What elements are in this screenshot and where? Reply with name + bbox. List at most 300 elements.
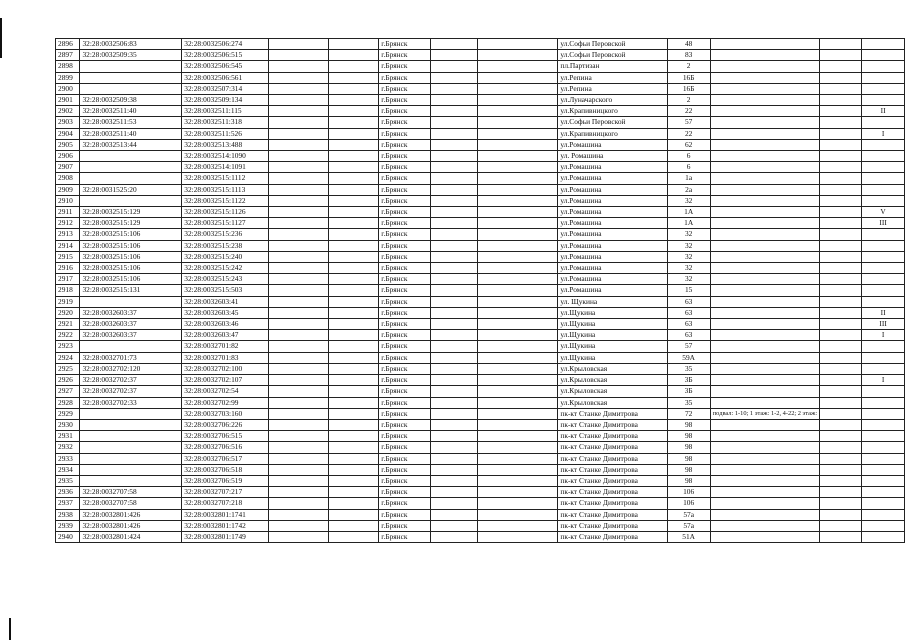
empty-cell: [431, 408, 478, 419]
empty-cell: [329, 442, 379, 453]
empty-cell: [820, 285, 862, 296]
empty-cell: [820, 419, 862, 430]
empty-cell: [478, 419, 558, 430]
table-row: [56, 386, 905, 397]
empty-cell: [431, 139, 478, 150]
land-cadastral-number-cell: [80, 173, 182, 184]
empty-cell: [820, 341, 862, 352]
empty-cell: [269, 431, 329, 442]
row-number-cell: 2909: [56, 184, 80, 195]
city-cell: г.Брянск: [379, 285, 431, 296]
premises-note-cell: подвал: 1-10; 1 этаж: 1-2, 4-22; 2 этаж:: [710, 408, 819, 419]
empty-cell: [329, 296, 379, 307]
empty-cell: [269, 509, 329, 520]
city-cell: г.Брянск: [379, 498, 431, 509]
premises-note-cell: [710, 72, 819, 83]
house-number-cell: 6: [667, 151, 710, 162]
house-number-cell: 72: [667, 408, 710, 419]
street-cell: ул.Щукина: [558, 352, 667, 363]
premises-note-cell: [710, 520, 819, 531]
land-cadastral-number-cell: 32:28:0032702:33: [80, 397, 182, 408]
empty-cell: [431, 195, 478, 206]
empty-cell: [269, 83, 329, 94]
empty-cell: [269, 330, 329, 341]
registry-table-body: [56, 39, 905, 543]
house-number-cell: 63: [667, 307, 710, 318]
premises-note-cell: [710, 319, 819, 330]
row-number-cell: 2933: [56, 453, 80, 464]
land-cadastral-number-cell: [80, 431, 182, 442]
table-row: [56, 39, 905, 50]
premises-note-cell: [710, 240, 819, 251]
house-number-cell: 6: [667, 162, 710, 173]
city-cell: г.Брянск: [379, 61, 431, 72]
row-number-cell: 2932: [56, 442, 80, 453]
empty-cell: [478, 263, 558, 274]
object-cadastral-number-cell: 32:28:0032603:47: [182, 330, 269, 341]
empty-cell: [431, 263, 478, 274]
row-number-cell: 2931: [56, 431, 80, 442]
empty-cell: [269, 162, 329, 173]
land-cadastral-number-cell: 32:28:0032707:58: [80, 487, 182, 498]
street-cell: ул.Крапивницкого: [558, 128, 667, 139]
street-cell: пк-кт Станке Димитрова: [558, 419, 667, 430]
empty-cell: [478, 319, 558, 330]
house-number-cell: 1А: [667, 218, 710, 229]
object-cadastral-number-cell: 32:28:0032603:45: [182, 307, 269, 318]
premises-note-cell: [710, 162, 819, 173]
land-cadastral-number-cell: 32:28:0032603:37: [80, 330, 182, 341]
section-numeral-cell: [862, 520, 905, 531]
land-cadastral-number-cell: [80, 195, 182, 206]
empty-cell: [820, 240, 862, 251]
house-number-cell: 1а: [667, 173, 710, 184]
city-cell: г.Брянск: [379, 330, 431, 341]
object-cadastral-number-cell: 32:28:0032511:318: [182, 117, 269, 128]
city-cell: г.Брянск: [379, 453, 431, 464]
city-cell: г.Брянск: [379, 162, 431, 173]
empty-cell: [478, 442, 558, 453]
street-cell: пк-кт Станке Димитрова: [558, 431, 667, 442]
empty-cell: [478, 352, 558, 363]
empty-cell: [820, 363, 862, 374]
empty-cell: [329, 229, 379, 240]
city-cell: г.Брянск: [379, 106, 431, 117]
city-cell: г.Брянск: [379, 229, 431, 240]
premises-note-cell: [710, 207, 819, 218]
empty-cell: [329, 352, 379, 363]
city-cell: г.Брянск: [379, 386, 431, 397]
empty-cell: [478, 229, 558, 240]
premises-note-cell: [710, 442, 819, 453]
empty-cell: [431, 285, 478, 296]
table-row: [56, 72, 905, 83]
empty-cell: [431, 397, 478, 408]
empty-cell: [329, 319, 379, 330]
empty-cell: [269, 419, 329, 430]
row-number-cell: 2922: [56, 330, 80, 341]
empty-cell: [478, 408, 558, 419]
street-cell: пк-кт Станке Димитрова: [558, 453, 667, 464]
table-row: [56, 229, 905, 240]
object-cadastral-number-cell: 32:28:0032515:1126: [182, 207, 269, 218]
table-row: [56, 408, 905, 419]
empty-cell: [269, 117, 329, 128]
street-cell: ул.Ромашина: [558, 240, 667, 251]
premises-note-cell: [710, 464, 819, 475]
row-number-cell: 2934: [56, 464, 80, 475]
premises-note-cell: [710, 363, 819, 374]
table-row: [56, 520, 905, 531]
empty-cell: [820, 397, 862, 408]
empty-cell: [269, 139, 329, 150]
street-cell: ул.Ромашина: [558, 229, 667, 240]
street-cell: пк-кт Станке Димитрова: [558, 475, 667, 486]
row-number-cell: 2908: [56, 173, 80, 184]
city-cell: г.Брянск: [379, 240, 431, 251]
empty-cell: [329, 363, 379, 374]
street-cell: ул.Ромашина: [558, 184, 667, 195]
empty-cell: [820, 319, 862, 330]
empty-cell: [329, 509, 379, 520]
table-row: [56, 173, 905, 184]
section-numeral-cell: [862, 509, 905, 520]
empty-cell: [431, 442, 478, 453]
object-cadastral-number-cell: 32:28:0032706:518: [182, 464, 269, 475]
empty-cell: [820, 307, 862, 318]
row-number-cell: 2928: [56, 397, 80, 408]
empty-cell: [820, 251, 862, 262]
empty-cell: [431, 274, 478, 285]
section-numeral-cell: [862, 151, 905, 162]
land-cadastral-number-cell: 32:28:0032603:37: [80, 319, 182, 330]
empty-cell: [269, 195, 329, 206]
empty-cell: [820, 408, 862, 419]
land-cadastral-number-cell: 32:28:0032511:53: [80, 117, 182, 128]
object-cadastral-number-cell: 32:28:0032706:519: [182, 475, 269, 486]
street-cell: ул.Ромашина: [558, 218, 667, 229]
empty-cell: [431, 330, 478, 341]
table-row: [56, 453, 905, 464]
section-numeral-cell: III: [862, 319, 905, 330]
street-cell: ул.Софьи Перовской: [558, 50, 667, 61]
empty-cell: [269, 397, 329, 408]
empty-cell: [820, 352, 862, 363]
table-row: [56, 195, 905, 206]
table-row: [56, 50, 905, 61]
city-cell: г.Брянск: [379, 431, 431, 442]
empty-cell: [329, 263, 379, 274]
row-number-cell: 2937: [56, 498, 80, 509]
row-number-cell: 2915: [56, 251, 80, 262]
city-cell: г.Брянск: [379, 464, 431, 475]
empty-cell: [478, 83, 558, 94]
street-cell: пк-кт Станке Димитрова: [558, 408, 667, 419]
row-number-cell: 2918: [56, 285, 80, 296]
house-number-cell: 1А: [667, 207, 710, 218]
empty-cell: [329, 162, 379, 173]
section-numeral-cell: [862, 61, 905, 72]
city-cell: г.Брянск: [379, 128, 431, 139]
empty-cell: [431, 184, 478, 195]
empty-cell: [478, 61, 558, 72]
empty-cell: [478, 218, 558, 229]
empty-cell: [478, 375, 558, 386]
empty-cell: [478, 509, 558, 520]
section-numeral-cell: [862, 352, 905, 363]
table-row: [56, 330, 905, 341]
street-cell: ул.Щукина: [558, 341, 667, 352]
premises-note-cell: [710, 431, 819, 442]
empty-cell: [820, 117, 862, 128]
street-cell: пк-кт Станке Димитрова: [558, 509, 667, 520]
city-cell: г.Брянск: [379, 419, 431, 430]
empty-cell: [478, 431, 558, 442]
premises-note-cell: [710, 487, 819, 498]
street-cell: ул.Крыловская: [558, 397, 667, 408]
empty-cell: [431, 520, 478, 531]
land-cadastral-number-cell: 32:28:0032515:106: [80, 251, 182, 262]
empty-cell: [478, 173, 558, 184]
empty-cell: [269, 251, 329, 262]
land-cadastral-number-cell: 32:28:0032515:106: [80, 240, 182, 251]
empty-cell: [431, 240, 478, 251]
object-cadastral-number-cell: 32:28:0032603:46: [182, 319, 269, 330]
row-number-cell: 2939: [56, 520, 80, 531]
object-cadastral-number-cell: 32:28:0032706:517: [182, 453, 269, 464]
street-cell: ул.Ромашина: [558, 173, 667, 184]
street-cell: ул.Софьи Перовской: [558, 39, 667, 50]
object-cadastral-number-cell: 32:28:0032701:82: [182, 341, 269, 352]
object-cadastral-number-cell: 32:28:0032515:1127: [182, 218, 269, 229]
street-cell: ул.Ромашина: [558, 162, 667, 173]
section-numeral-cell: [862, 386, 905, 397]
section-numeral-cell: [862, 162, 905, 173]
section-numeral-cell: [862, 498, 905, 509]
land-cadastral-number-cell: 32:28:0032511:40: [80, 128, 182, 139]
row-number-cell: 2930: [56, 419, 80, 430]
empty-cell: [269, 285, 329, 296]
empty-cell: [820, 207, 862, 218]
empty-cell: [269, 218, 329, 229]
row-number-cell: 2916: [56, 263, 80, 274]
house-number-cell: 32: [667, 263, 710, 274]
land-cadastral-number-cell: 32:28:0032702:37: [80, 386, 182, 397]
premises-note-cell: [710, 296, 819, 307]
premises-note-cell: [710, 330, 819, 341]
street-cell: пк-кт Станке Димитрова: [558, 531, 667, 542]
land-cadastral-number-cell: [80, 464, 182, 475]
premises-note-cell: [710, 218, 819, 229]
empty-cell: [431, 72, 478, 83]
empty-cell: [478, 139, 558, 150]
empty-cell: [329, 520, 379, 531]
empty-cell: [269, 464, 329, 475]
empty-cell: [478, 397, 558, 408]
premises-note-cell: [710, 139, 819, 150]
empty-cell: [431, 531, 478, 542]
premises-note-cell: [710, 229, 819, 240]
empty-cell: [329, 531, 379, 542]
object-cadastral-number-cell: 32:28:0032507:314: [182, 83, 269, 94]
street-cell: пл.Партизан: [558, 61, 667, 72]
empty-cell: [431, 487, 478, 498]
row-number-cell: 2903: [56, 117, 80, 128]
row-number-cell: 2911: [56, 207, 80, 218]
empty-cell: [269, 61, 329, 72]
table-row: [56, 363, 905, 374]
land-cadastral-number-cell: 32:28:0032801:426: [80, 520, 182, 531]
table-row: [56, 397, 905, 408]
street-cell: ул. Ромашина: [558, 151, 667, 162]
table-row: [56, 151, 905, 162]
empty-cell: [329, 72, 379, 83]
premises-note-cell: [710, 50, 819, 61]
premises-note-cell: [710, 397, 819, 408]
empty-cell: [820, 263, 862, 274]
row-number-cell: 2907: [56, 162, 80, 173]
empty-cell: [431, 419, 478, 430]
house-number-cell: 83: [667, 50, 710, 61]
street-cell: ул.Ромашина: [558, 285, 667, 296]
empty-cell: [820, 330, 862, 341]
city-cell: г.Брянск: [379, 151, 431, 162]
section-numeral-cell: [862, 39, 905, 50]
empty-cell: [820, 162, 862, 173]
table-row: [56, 375, 905, 386]
empty-cell: [478, 106, 558, 117]
city-cell: г.Брянск: [379, 195, 431, 206]
empty-cell: [478, 464, 558, 475]
house-number-cell: 22: [667, 106, 710, 117]
object-cadastral-number-cell: 32:28:0032706:515: [182, 431, 269, 442]
land-cadastral-number-cell: 32:28:0032509:38: [80, 95, 182, 106]
object-cadastral-number-cell: 32:28:0032515:503: [182, 285, 269, 296]
premises-note-cell: [710, 475, 819, 486]
street-cell: ул.Щукина: [558, 307, 667, 318]
city-cell: г.Брянск: [379, 531, 431, 542]
section-numeral-cell: [862, 464, 905, 475]
row-number-cell: 2906: [56, 151, 80, 162]
premises-note-cell: [710, 453, 819, 464]
empty-cell: [329, 375, 379, 386]
city-cell: г.Брянск: [379, 251, 431, 262]
section-numeral-cell: [862, 263, 905, 274]
empty-cell: [478, 151, 558, 162]
premises-note-cell: [710, 352, 819, 363]
object-cadastral-number-cell: 32:28:0032515:1112: [182, 173, 269, 184]
section-numeral-cell: [862, 173, 905, 184]
empty-cell: [478, 117, 558, 128]
premises-note-cell: [710, 61, 819, 72]
object-cadastral-number-cell: 32:28:0032801:1749: [182, 531, 269, 542]
empty-cell: [269, 95, 329, 106]
section-numeral-cell: [862, 531, 905, 542]
section-numeral-cell: [862, 117, 905, 128]
empty-cell: [431, 162, 478, 173]
empty-cell: [329, 487, 379, 498]
section-numeral-cell: [862, 363, 905, 374]
empty-cell: [269, 319, 329, 330]
empty-cell: [478, 330, 558, 341]
empty-cell: [431, 464, 478, 475]
empty-cell: [820, 296, 862, 307]
house-number-cell: 32: [667, 195, 710, 206]
empty-cell: [329, 464, 379, 475]
house-number-cell: 35: [667, 397, 710, 408]
table-row: [56, 464, 905, 475]
row-number-cell: 2902: [56, 106, 80, 117]
section-numeral-cell: [862, 95, 905, 106]
section-numeral-cell: [862, 195, 905, 206]
row-number-cell: 2940: [56, 531, 80, 542]
city-cell: г.Брянск: [379, 207, 431, 218]
city-cell: г.Брянск: [379, 83, 431, 94]
land-cadastral-number-cell: 32:28:0032515:129: [80, 207, 182, 218]
empty-cell: [269, 207, 329, 218]
empty-cell: [478, 274, 558, 285]
house-number-cell: 98: [667, 464, 710, 475]
empty-cell: [329, 207, 379, 218]
empty-cell: [431, 173, 478, 184]
section-numeral-cell: [862, 475, 905, 486]
premises-note-cell: [710, 274, 819, 285]
empty-cell: [329, 285, 379, 296]
empty-cell: [820, 520, 862, 531]
empty-cell: [431, 363, 478, 374]
empty-cell: [269, 296, 329, 307]
house-number-cell: 32: [667, 229, 710, 240]
empty-cell: [820, 475, 862, 486]
row-number-cell: 2919: [56, 296, 80, 307]
empty-cell: [820, 83, 862, 94]
empty-cell: [329, 195, 379, 206]
street-cell: ул.Ромашина: [558, 263, 667, 274]
object-cadastral-number-cell: 32:28:0032511:526: [182, 128, 269, 139]
row-number-cell: 2920: [56, 307, 80, 318]
table-row: [56, 128, 905, 139]
land-cadastral-number-cell: 32:28:0032511:40: [80, 106, 182, 117]
table-row: [56, 184, 905, 195]
premises-note-cell: [710, 251, 819, 262]
street-cell: ул.Крыловская: [558, 363, 667, 374]
land-cadastral-number-cell: 32:28:0032603:37: [80, 307, 182, 318]
street-cell: ул.Репина: [558, 83, 667, 94]
house-number-cell: 57: [667, 341, 710, 352]
section-numeral-cell: [862, 419, 905, 430]
city-cell: г.Брянск: [379, 352, 431, 363]
empty-cell: [478, 251, 558, 262]
empty-cell: [478, 207, 558, 218]
empty-cell: [269, 39, 329, 50]
empty-cell: [329, 386, 379, 397]
object-cadastral-number-cell: 32:28:0032515:242: [182, 263, 269, 274]
premises-note-cell: [710, 195, 819, 206]
table-row: [56, 207, 905, 218]
empty-cell: [269, 363, 329, 374]
empty-cell: [478, 296, 558, 307]
city-cell: г.Брянск: [379, 475, 431, 486]
premises-note-cell: [710, 285, 819, 296]
row-number-cell: 2901: [56, 95, 80, 106]
empty-cell: [329, 151, 379, 162]
house-number-cell: 3Б: [667, 386, 710, 397]
land-cadastral-number-cell: [80, 442, 182, 453]
land-cadastral-number-cell: [80, 72, 182, 83]
section-numeral-cell: III: [862, 218, 905, 229]
empty-cell: [431, 128, 478, 139]
city-cell: г.Брянск: [379, 50, 431, 61]
